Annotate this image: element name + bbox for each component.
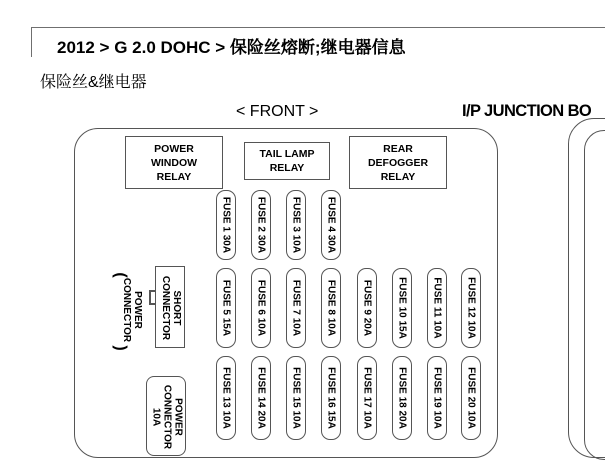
fuse-15 bbox=[286, 356, 306, 440]
fuse-7 bbox=[286, 268, 306, 348]
fuse-label: FUSE 9 20A bbox=[361, 279, 373, 337]
fuse-label: FUSE 15 10A bbox=[290, 367, 302, 429]
front-label: < FRONT > bbox=[236, 103, 319, 120]
fuse-19 bbox=[427, 356, 447, 440]
power-connector-10a bbox=[146, 376, 186, 456]
fuse-1 bbox=[216, 190, 236, 260]
tail-lamp-relay: TAIL LAMP RELAY bbox=[244, 142, 330, 180]
fuse-16 bbox=[321, 356, 341, 440]
fuse-label: FUSE 7 10A bbox=[290, 279, 302, 337]
power-connector-10a-label: POWER CONNECTOR 10A bbox=[150, 384, 184, 450]
breadcrumb-bar bbox=[31, 27, 605, 57]
fuse-6 bbox=[251, 268, 271, 348]
fuse-3 bbox=[286, 190, 306, 260]
fuse-12 bbox=[461, 268, 481, 348]
fuse-label: FUSE 8 10A bbox=[325, 279, 337, 337]
fuse-9 bbox=[357, 268, 377, 348]
short-connector bbox=[155, 266, 185, 348]
power-connector-bracket-bottom: ) bbox=[112, 345, 129, 351]
fuse-2 bbox=[251, 190, 271, 260]
fuse-label: FUSE 11 10A bbox=[431, 277, 443, 339]
fuse-5 bbox=[216, 268, 236, 348]
fuse-18 bbox=[392, 356, 412, 440]
fuse-4 bbox=[321, 190, 341, 260]
fuse-label: FUSE 4 30A bbox=[325, 196, 337, 254]
right-panel-inner-outline bbox=[584, 130, 605, 460]
short-connector-tab-bottom bbox=[149, 303, 156, 305]
fuse-label: FUSE 10 15A bbox=[396, 277, 408, 339]
rear-defogger-relay: REAR DEFOGGER RELAY bbox=[349, 136, 447, 189]
fuse-label: FUSE 18 20A bbox=[396, 367, 408, 429]
fuse-label: FUSE 12 10A bbox=[465, 277, 477, 339]
fuse-label: FUSE 13 10A bbox=[220, 367, 232, 429]
fuse-label: FUSE 17 10A bbox=[361, 367, 373, 429]
fuse-label: FUSE 3 10A bbox=[290, 196, 302, 254]
short-connector-tab-side bbox=[149, 290, 151, 304]
fuse-10 bbox=[392, 268, 412, 348]
fuse-8 bbox=[321, 268, 341, 348]
power-connector-label: POWER CONNECTOR bbox=[121, 277, 143, 343]
fuse-label: FUSE 5 15A bbox=[220, 279, 232, 337]
fuse-label: FUSE 16 15A bbox=[325, 367, 337, 429]
fuse-13 bbox=[216, 356, 236, 440]
fuse-17 bbox=[357, 356, 377, 440]
short-connector-label: SHORT CONNECTOR bbox=[160, 275, 182, 341]
fuse-14 bbox=[251, 356, 271, 440]
breadcrumb: 2012 > G 2.0 DOHC > 保险丝熔断;继电器信息 bbox=[57, 38, 406, 57]
fuse-20 bbox=[461, 356, 481, 440]
fuse-label: FUSE 2 30A bbox=[255, 196, 267, 254]
power-connector-bracket-top: ( bbox=[112, 272, 129, 278]
fuse-label: FUSE 14 20A bbox=[255, 367, 267, 429]
fuse-label: FUSE 19 10A bbox=[431, 367, 443, 429]
section-title: 保险丝&继电器 bbox=[40, 74, 147, 91]
fuse-label: FUSE 20 10A bbox=[465, 367, 477, 429]
power-window-relay: POWER WINDOW RELAY bbox=[125, 136, 223, 189]
fuse-label: FUSE 1 30A bbox=[220, 196, 232, 254]
fuse-label: FUSE 6 10A bbox=[255, 279, 267, 337]
fuse-11 bbox=[427, 268, 447, 348]
ip-junction-box-title: I/P JUNCTION BO bbox=[462, 102, 592, 120]
